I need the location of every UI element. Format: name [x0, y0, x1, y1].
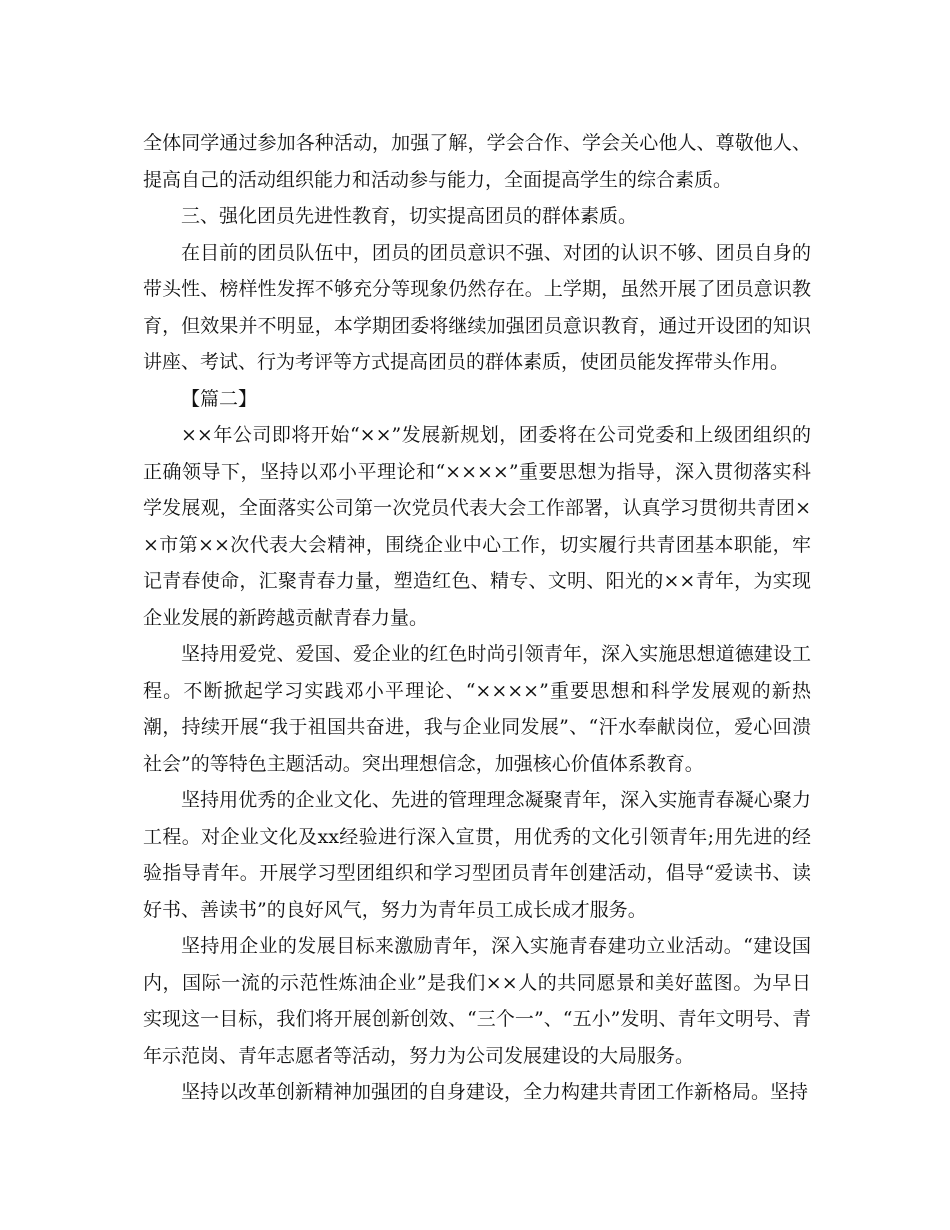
- paragraph-6: 坚持用爱党、爱国、爱企业的红色时尚引领青年，深入实施思想道德建设工程。不断掀起学习实践邓小平理论、“××××”重要思想和科学发展观的新热潮，持续开展“我于祖国共奋进，我与企业同发展”、“汗水奉献岗位，爱心回溃社会”的等特色主题活动。突出理想信念，加强核心价值体系教育。: [143, 643, 811, 775]
- paragraph-3: 在目前的团员队伍中，团员的团员意识不强、对团的认识不够、团员自身的带头性、榜样性发挥不够充分等现象仍然存在。上学期，虽然开展了团员意识教育，但效果并不明显，本学期团委将继续加强团员意识教育，通过开设团的知识讲座、考试、行为考评等方式提高团员的群体素质，使团员能发挥带头作用。: [143, 241, 811, 373]
- section-heading-three: 三、强化团员先进性教育，切实提高团员的群体素质。: [181, 205, 638, 227]
- paragraph-7: 坚持用优秀的企业文化、先进的管理理念凝聚青年，深入实施青春凝心聚力工程。对企业文化及xx经验进行深入宣贯，用优秀的文化引领青年;用先进的经验指导青年。开展学习型团组织和学习型团员青年创建活动，倡导“爱读书、读好书、善读书”的良好风气，努力为青年员工成长成才服务。: [143, 789, 811, 921]
- paragraph-8: 坚持用企业的发展目标来激励青年，深入实施青春建功立业活动。“建设国内，国际一流的示范性炼油企业”是我们××人的共同愿景和美好蓝图。为早日实现这一目标，我们将开展创新创效、“三个一”、“五小”发明、青年文明号、青年示范岗、青年志愿者等活动，努力为公司发展建设的大局服务。: [143, 935, 811, 1067]
- paragraph-1: 全体同学通过参加各种活动，加强了解，学会合作、学会关心他人、尊敬他人、提高自己的活动组织能力和活动参与能力，全面提高学生的综合素质。: [143, 132, 811, 191]
- paragraph-5: ××年公司即将开始“××”发展新规划，团委将在公司党委和上级团组织的正确领导下，坚持以邓小平理论和“××××”重要思想为指导，深入贯彻落实科学发展观，全面落实公司第一次党员代表大会工作部署，认真学习贯彻共青团××市第××次代表大会精神，围绕企业中心工作，切实履行共青团基本职能，牢记青春使命，汇聚青春力量，塑造红色、精专、文明、阳光的××青年，为实现企业发展的新跨越贡献青春力量。: [143, 424, 811, 629]
- document-body: [143, 125, 811, 1111]
- paragraph-9: 坚持以改革创新精神加强团的自身建设，全力构建共青团工作新格局。坚持: [181, 1081, 809, 1103]
- section-heading-part-two: 【篇二】: [181, 387, 258, 410]
